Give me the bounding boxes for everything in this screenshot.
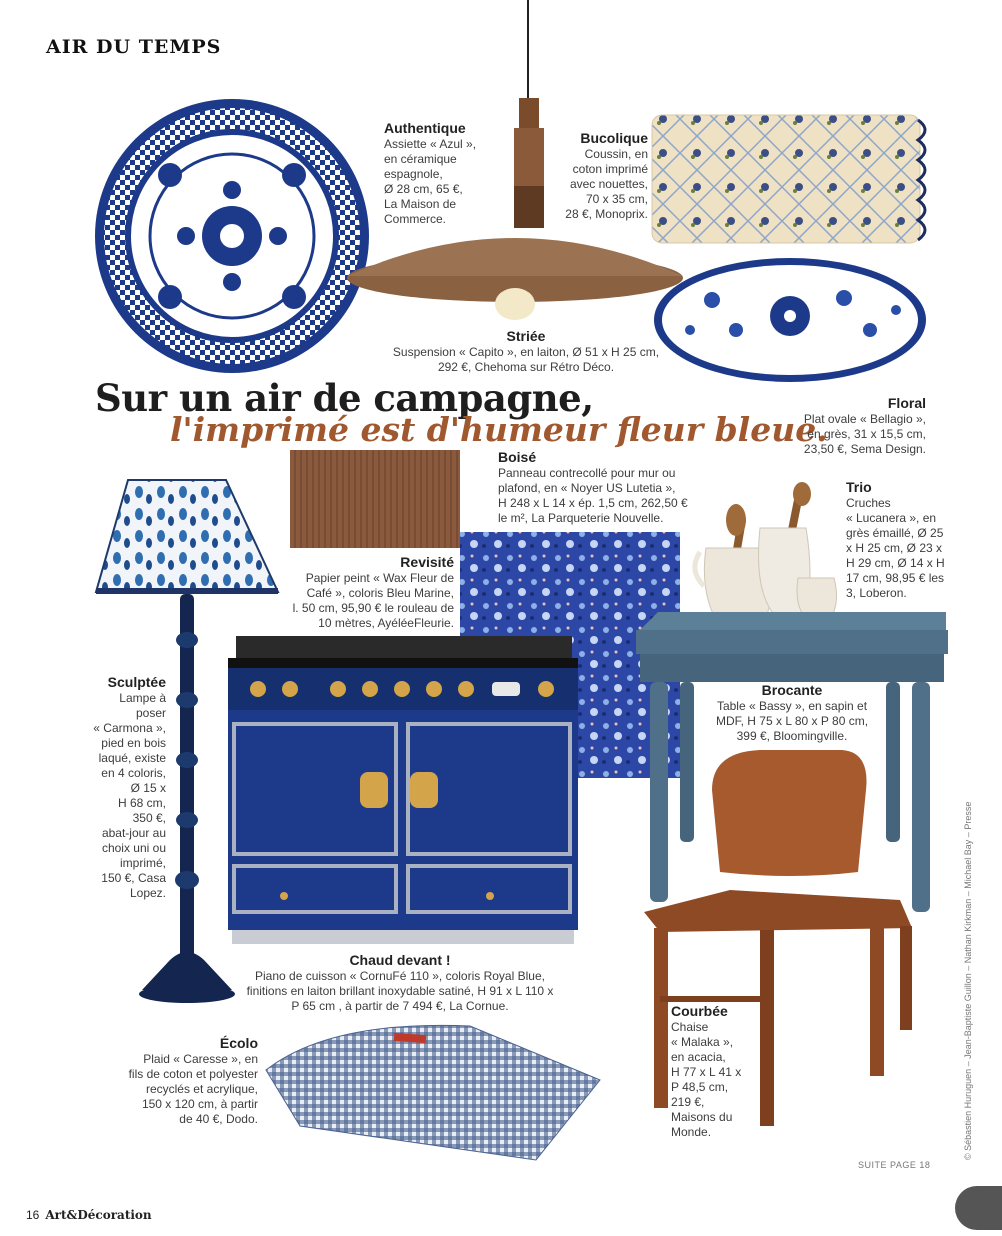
caption-ecolo: Écolo Plaid « Caresse », en fils de coton et polyester recyclés et acrylique, 150 x 120 cm, à partir de 40 €, Dodo. <box>110 1036 258 1127</box>
caption-title: Revisité <box>400 554 454 570</box>
caption-title: Floral <box>887 395 926 411</box>
caption-title: Authentique <box>384 120 466 136</box>
page-folio <box>26 1208 152 1222</box>
caption-authentique: Authentique Assiette « Azul », en céramique espagnole, Ø 28 cm, 65 €, La Maison de Commerce. <box>384 121 494 227</box>
cushion-image <box>652 115 925 243</box>
caption-bucolique: Bucolique Coussin, en coton imprimé avec nouettes, 70 x 35 cm, 28 €, Monoprix. <box>530 131 648 222</box>
oval-plate-image <box>654 258 926 382</box>
section-title: AIR DU TEMPS <box>46 36 222 58</box>
caption-courbee: Courbée Chaise « Malaka », en acacia, H 77 x L 41 x P 48,5 cm, 219 €, Maisons du Monde. <box>671 1004 767 1140</box>
caption-title: Sculptée <box>107 674 166 690</box>
range-cooker-image <box>228 636 578 944</box>
caption-title: Trio <box>846 479 872 495</box>
caption-title: Striée <box>506 328 546 344</box>
caption-sculptee: Sculptée Lampe à poser « Carmona », pied en bois laqué, existe en 4 coloris, Ø 15 x H 68 cm, 350 €, abat-jour au choix uni ou imprimé, 150 €, Casa Lopez. <box>84 675 166 901</box>
pitchers-image <box>695 482 837 627</box>
wood-panel-image <box>290 450 460 548</box>
magazine-name: Art&Décoration <box>45 1208 152 1222</box>
caption-striee: Striée Suspension « Capito », en laiton, Ø 51 x H 25 cm, 292 €, Chehoma sur Rétro Déco. <box>380 329 672 375</box>
photo-credit: © Sébastien Huruguen – Jean-Baptiste Guillon – Nathan Kirkman – Michael Bay – Presse <box>963 801 973 1160</box>
caption-boise: Boisé Panneau contrecollé pour mur ou plafond, en « Noyer US Lutetia », H 248 x L 14 x ép. 1,5 cm, 262,50 € le m², La Parqueterie Nouvelle. <box>498 450 698 526</box>
caption-chaud-devant: Chaud devant ! Piano de cuisson « CornuFé 110 », coloris Royal Blue, finitions en laiton brillant inoxydable satiné, H 91 x L 110 x P 65 cm , à partir de 7 494 €, La Cornue. <box>238 953 562 1014</box>
caption-floral: Floral Plat ovale « Bellagio », en grès, 31 x 15,5 cm, 23,50 €, Sema Design. <box>776 396 926 457</box>
plate-azul-image <box>95 99 369 373</box>
continued-on-page: SUITE PAGE 18 <box>858 1160 931 1170</box>
caption-revisite: Revisité Papier peint « Wax Fleur de Café », coloris Bleu Marine, l. 50 cm, 95,90 € le rouleau de 10 mètres, AyéléeFleurie. <box>266 555 454 631</box>
caption-brocante: Brocante Table « Bassy », en sapin et MDF, H 75 x L 80 x P 80 cm, 399 €, Bloomingville. <box>706 683 878 744</box>
caption-title: Écolo <box>219 1035 258 1051</box>
caption-title: Boisé <box>498 449 537 465</box>
caption-title: Bucolique <box>580 130 648 146</box>
caption-title: Chaud devant ! <box>349 952 451 968</box>
caption-title: Brocante <box>761 682 823 698</box>
page-number: 16 <box>26 1208 40 1222</box>
caption-title: Courbée <box>671 1003 728 1019</box>
page-edge-tab <box>955 1186 1002 1230</box>
blanket-image <box>266 1025 600 1160</box>
headline-line-1: Sur un air de campagne, <box>95 376 594 420</box>
caption-trio: Trio Cruches « Lucanera », en grès émaillé, Ø 25 x H 25 cm, Ø 23 x H 29 cm, Ø 14 x H 17 cm, 98,95 € les 3, Loberon. <box>846 480 956 601</box>
headline-line-2: l'imprimé est d'humeur fleur bleue. <box>170 410 828 449</box>
